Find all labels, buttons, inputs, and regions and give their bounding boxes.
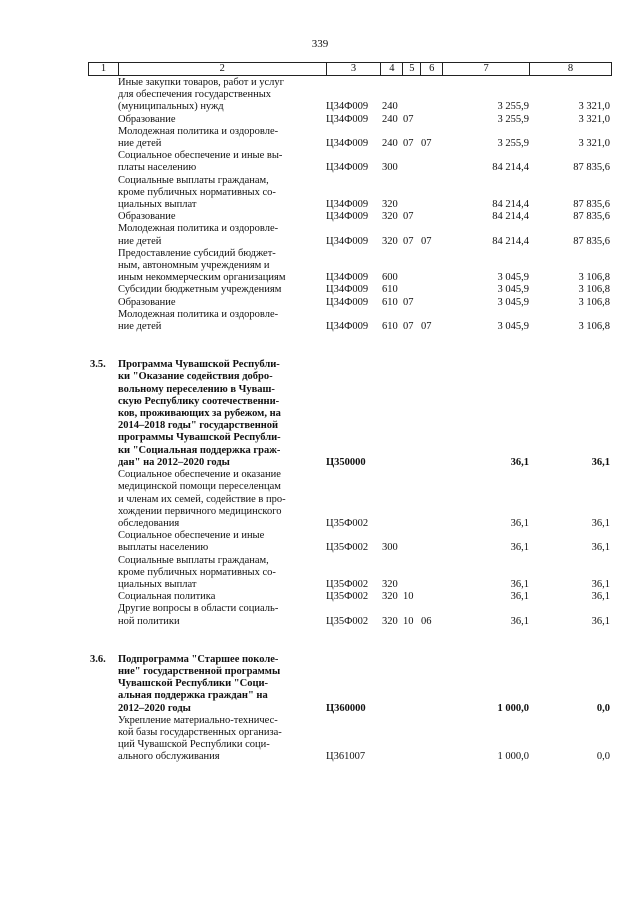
- table-row: [88, 603, 612, 627]
- budget-table-body: [88, 77, 612, 764]
- row-name-line: иным некоммерческим организациям: [118, 272, 286, 284]
- row-name-line: для обеспечения государственных: [118, 89, 271, 101]
- row-name: [118, 469, 326, 530]
- row-name: [118, 715, 326, 764]
- row-name: [118, 126, 326, 150]
- row-code: Ц34Ф009: [326, 235, 369, 247]
- row-number: 3.6.: [90, 653, 106, 665]
- table-row: [88, 211, 612, 223]
- row-col-4: 320: [382, 615, 398, 627]
- column-header-2: 2: [118, 63, 326, 76]
- row-value-7: 36,1: [510, 542, 529, 554]
- row-code: Ц34Ф009: [326, 211, 369, 223]
- row-value-7: 84 214,4: [492, 199, 529, 211]
- row-name-line: Другие вопросы в области социаль-: [118, 603, 279, 615]
- row-name-line: (муниципальных) нужд: [118, 101, 224, 113]
- table-row: [88, 223, 612, 247]
- row-number: [88, 284, 118, 296]
- row-number: [88, 603, 118, 627]
- row-name-line: Образование: [118, 211, 176, 223]
- table-row: [88, 114, 612, 126]
- row-value-7: 36,1: [510, 591, 529, 603]
- row-number: [88, 223, 118, 247]
- row-col-4: 610: [382, 296, 398, 308]
- row-name-line: 2012–2020 годы: [118, 702, 191, 714]
- row-name-line: Подпрограмма "Старшее поколе-: [118, 653, 279, 665]
- row-col-4: 300: [382, 162, 398, 174]
- row-number: 3.5.: [90, 359, 106, 371]
- row-name-line: ков, проживающих за рубежом, на: [118, 408, 281, 420]
- row-code: Ц35Ф002: [326, 615, 369, 627]
- row-code: Ц34Ф009: [326, 199, 369, 211]
- row-name-line: вольному переселению в Чуваш-: [118, 383, 275, 395]
- row-name-line: Укрепление материально-техничес-: [118, 714, 278, 726]
- table-row: [88, 530, 612, 554]
- row-value-8: 3 106,8: [578, 284, 610, 296]
- row-value-7: 84 214,4: [492, 162, 529, 174]
- row-value-7: 3 255,9: [497, 113, 529, 125]
- row-name: [118, 77, 326, 114]
- row-col-4: 600: [382, 272, 398, 284]
- row-code: Ц34Ф009: [326, 138, 369, 150]
- row-name-line: ки "Оказание содействия добро-: [118, 371, 273, 383]
- row-name-line: ций Чувашской Республики соци-: [118, 739, 270, 751]
- row-name-line: ального обслуживания: [118, 751, 220, 763]
- row-col-5: 10: [403, 591, 414, 603]
- row-value-8: 36,1: [591, 615, 610, 627]
- row-name-line: Чувашской Республики "Соци-: [118, 678, 269, 690]
- row-col-6: 06: [421, 615, 432, 627]
- row-col-5: 07: [403, 235, 414, 247]
- row-code: Ц34Ф009: [326, 296, 369, 308]
- row-name-line: и членам их семей, содействие в про-: [118, 493, 286, 505]
- row-number: [88, 591, 118, 603]
- row-col-4: 320: [382, 211, 398, 223]
- row-name-line: Социальное обеспечение и оказание: [118, 469, 281, 481]
- row-col-5: 07: [403, 138, 414, 150]
- row-name-line: кроме публичных нормативных со-: [118, 186, 276, 198]
- row-code: Ц360000: [326, 702, 366, 714]
- table-row: [88, 248, 612, 285]
- table-row: [88, 150, 612, 174]
- row-code: Ц34Ф009: [326, 284, 369, 296]
- row-name-line: выплаты населению: [118, 542, 209, 554]
- row-value-8: 36,1: [591, 578, 610, 590]
- row-value-7: 3 255,9: [497, 138, 529, 150]
- row-col-5: 07: [403, 211, 414, 223]
- row-name-line: хождении первичного медицинского: [118, 505, 282, 517]
- row-name: [118, 150, 326, 174]
- column-header-table: [88, 62, 612, 76]
- row-name-line: Социальное обеспечение и иные вы-: [118, 150, 283, 162]
- row-value-8: 3 321,0: [578, 113, 610, 125]
- table-row: [88, 359, 612, 469]
- row-value-8: 0,0: [596, 751, 610, 763]
- row-number: [88, 309, 118, 333]
- row-code: Ц35Ф002: [326, 517, 369, 529]
- row-value-7: 3 045,9: [497, 272, 529, 284]
- row-name-line: циальных выплат: [118, 578, 197, 590]
- row-number: [88, 211, 118, 223]
- row-col-4: 610: [382, 321, 398, 333]
- row-col-6: 07: [421, 321, 432, 333]
- column-header-4: 4: [381, 63, 403, 76]
- row-value-8: 36,1: [591, 591, 610, 603]
- table-row: [88, 654, 612, 715]
- row-value-8: 3 106,8: [578, 296, 610, 308]
- row-name-line: Молодежная политика и оздоровле-: [118, 125, 279, 137]
- row-name-line: Социальные выплаты гражданам,: [118, 174, 269, 186]
- row-code: Ц34Ф009: [326, 321, 369, 333]
- row-name: [118, 248, 326, 285]
- row-name-line: Социальное обеспечение и иные: [118, 530, 265, 542]
- row-name: [118, 309, 326, 333]
- table-row: [88, 469, 612, 530]
- row-col-6: 07: [421, 235, 432, 247]
- row-value-8: 87 835,6: [573, 235, 610, 247]
- row-name-line: Образование: [118, 113, 176, 125]
- row-name: [118, 359, 326, 469]
- row-col-4: 240: [382, 101, 398, 113]
- row-col-5: 07: [403, 321, 414, 333]
- section-spacer: [88, 333, 612, 359]
- row-name-line: ние" государственной программы: [118, 665, 281, 677]
- row-name-line: Субсидии бюджетным учреждениям: [118, 284, 282, 296]
- row-name-line: дан" на 2012–2020 годы: [118, 456, 230, 468]
- row-col-5: 07: [403, 296, 414, 308]
- row-name-line: ние детей: [118, 138, 162, 150]
- row-col-5: 10: [403, 615, 414, 627]
- row-value-7: 36,1: [510, 578, 529, 590]
- row-code: Ц34Ф009: [326, 113, 369, 125]
- row-code: Ц361007: [326, 751, 366, 763]
- table-row: [88, 175, 612, 212]
- row-code: Ц35Ф002: [326, 578, 369, 590]
- row-value-8: 36,1: [591, 517, 610, 529]
- row-name-line: циальных выплат: [118, 199, 197, 211]
- row-code: Ц34Ф009: [326, 101, 369, 113]
- row-col-4: 610: [382, 284, 398, 296]
- page-number: 339: [311, 38, 329, 50]
- row-col-6: 07: [421, 138, 432, 150]
- row-name-line: платы населению: [118, 162, 197, 174]
- row-name: [118, 297, 326, 309]
- row-number: [88, 469, 118, 530]
- row-value-7: 36,1: [510, 517, 529, 529]
- row-value-8: 3 106,8: [578, 272, 610, 284]
- row-name: [118, 223, 326, 247]
- table-row: [88, 715, 612, 764]
- row-code: Ц34Ф009: [326, 272, 369, 284]
- row-number: [88, 530, 118, 554]
- row-name-line: Программа Чувашской Республи-: [118, 359, 280, 371]
- row-name: [118, 603, 326, 627]
- row-value-8: 3 106,8: [578, 321, 610, 333]
- row-col-4: 240: [382, 138, 398, 150]
- table-row: [88, 309, 612, 333]
- row-code: Ц35Ф002: [326, 542, 369, 554]
- column-header-1: 1: [89, 63, 119, 76]
- row-value-7: 3 255,9: [497, 101, 529, 113]
- column-header-6: 6: [421, 63, 443, 76]
- table-row: [88, 126, 612, 150]
- table-row: [88, 284, 612, 296]
- row-value-8: 87 835,6: [573, 211, 610, 223]
- row-col-4: 320: [382, 578, 398, 590]
- row-name-line: ние детей: [118, 235, 162, 247]
- row-value-8: 3 321,0: [578, 138, 610, 150]
- row-value-7: 1 000,0: [497, 751, 529, 763]
- column-header-7: 7: [443, 63, 530, 76]
- row-name-line: обследования: [118, 517, 180, 529]
- row-number: [88, 555, 118, 592]
- row-name-line: Иные закупки товаров, работ и услуг: [118, 77, 284, 88]
- row-number: [88, 297, 118, 309]
- row-col-4: 240: [382, 113, 398, 125]
- row-value-7: 3 045,9: [497, 321, 529, 333]
- row-value-7: 84 214,4: [492, 235, 529, 247]
- row-value-7: 36,1: [510, 456, 529, 468]
- row-number: [88, 77, 118, 114]
- table-row: [88, 591, 612, 603]
- row-name-line: Социальные выплаты гражданам,: [118, 554, 269, 566]
- row-name: [118, 555, 326, 592]
- row-value-7: 3 045,9: [497, 284, 529, 296]
- row-name-line: программы Чувашской Республи-: [118, 432, 281, 444]
- row-name-line: 2014–2018 годы" государственной: [118, 420, 279, 432]
- row-name-line: альная поддержка граждан" на: [118, 690, 268, 702]
- column-header-8: 8: [530, 63, 612, 76]
- column-header-5: 5: [403, 63, 421, 76]
- column-header-row: [89, 63, 612, 76]
- row-name-line: Молодежная политика и оздоровле-: [118, 308, 279, 320]
- row-value-7: 3 045,9: [497, 296, 529, 308]
- row-name-line: скую Республику соотечественни-: [118, 395, 280, 407]
- row-value-8: 0,0: [596, 702, 610, 714]
- row-value-8: 87 835,6: [573, 199, 610, 211]
- row-name: [118, 654, 326, 715]
- row-number: [88, 175, 118, 212]
- row-value-7: 1 000,0: [497, 702, 529, 714]
- row-code: Ц35Ф002: [326, 591, 369, 603]
- row-number: [88, 126, 118, 150]
- row-name-line: ние детей: [118, 321, 162, 333]
- row-name: [118, 284, 326, 296]
- row-name-line: Социальная политика: [118, 591, 216, 603]
- row-col-4: 320: [382, 235, 398, 247]
- row-name: [118, 591, 326, 603]
- row-name: [118, 114, 326, 126]
- row-number: [88, 114, 118, 126]
- column-header-3: 3: [326, 63, 381, 76]
- row-name-line: кроме публичных нормативных со-: [118, 566, 276, 578]
- row-name-line: Молодежная политика и оздоровле-: [118, 223, 279, 235]
- row-value-8: 36,1: [591, 456, 610, 468]
- row-code: Ц34Ф009: [326, 162, 369, 174]
- row-name: [118, 530, 326, 554]
- row-name-line: Предоставление субсидий бюджет-: [118, 247, 276, 259]
- row-col-5: 07: [403, 113, 414, 125]
- row-number: [88, 248, 118, 285]
- table-row: [88, 555, 612, 592]
- row-number: [88, 715, 118, 764]
- row-col-4: 320: [382, 199, 398, 211]
- section-spacer: [88, 628, 612, 654]
- row-value-7: 36,1: [510, 615, 529, 627]
- row-name-line: медицинской помощи переселенцам: [118, 481, 281, 493]
- row-value-7: 84 214,4: [492, 211, 529, 223]
- row-value-8: 3 321,0: [578, 101, 610, 113]
- row-code: Ц350000: [326, 456, 366, 468]
- row-value-8: 36,1: [591, 542, 610, 554]
- row-name: [118, 175, 326, 212]
- row-number: [88, 150, 118, 174]
- row-value-8: 87 835,6: [573, 162, 610, 174]
- row-name-line: ным, автономным учреждениям и: [118, 260, 270, 272]
- table-row: [88, 77, 612, 114]
- row-name-line: кой базы государственных организа-: [118, 726, 282, 738]
- row-name-line: Образование: [118, 296, 176, 308]
- table-row: [88, 297, 612, 309]
- row-name-line: ки "Социальная поддержка граж-: [118, 444, 281, 456]
- row-name: [118, 211, 326, 223]
- row-name-line: ной политики: [118, 615, 180, 627]
- row-col-4: 300: [382, 542, 398, 554]
- row-col-4: 320: [382, 591, 398, 603]
